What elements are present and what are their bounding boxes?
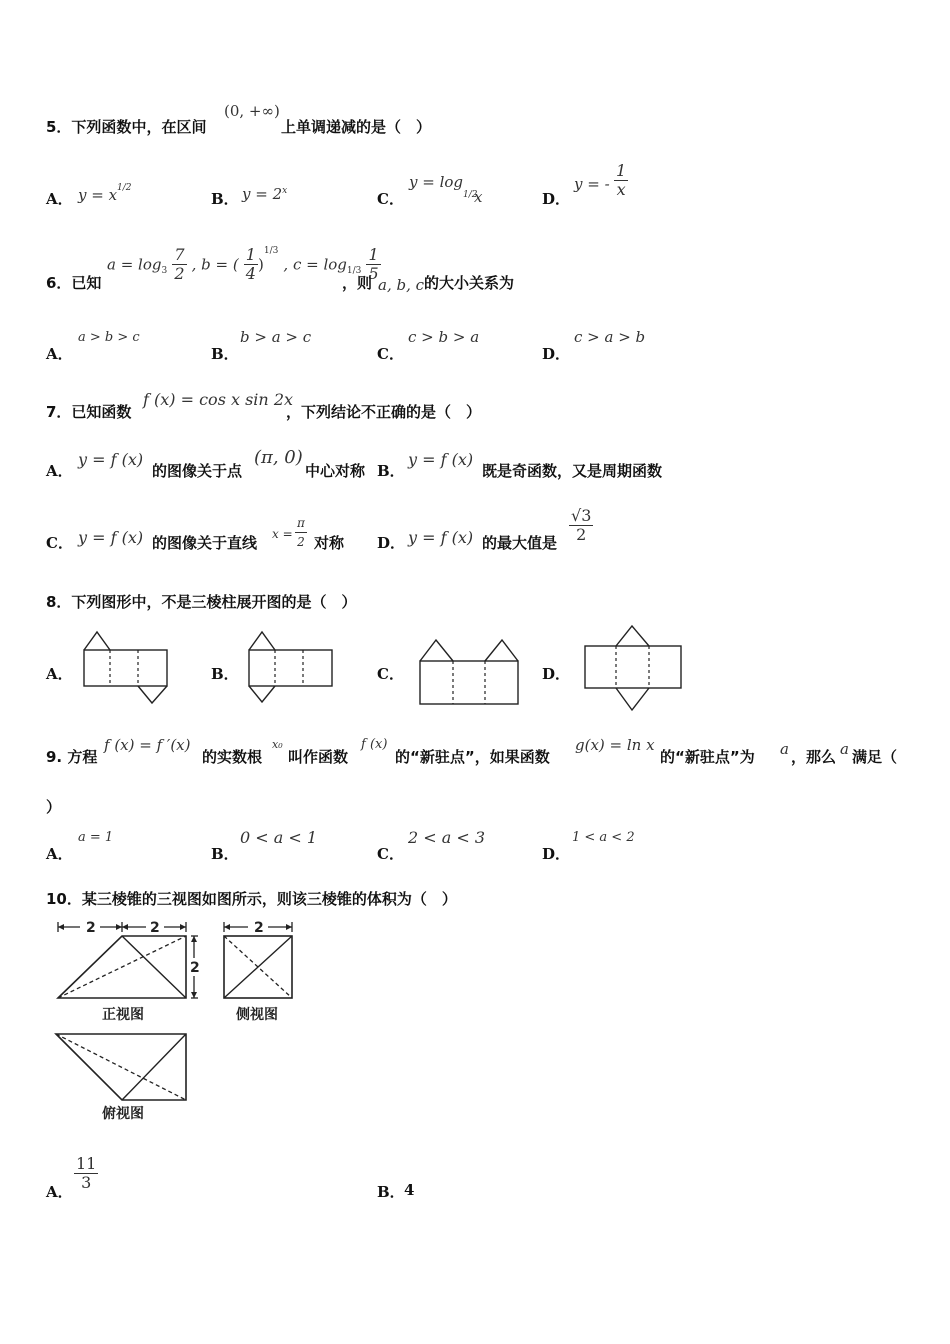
q10-option-a-label[interactable]: A． <box>46 1183 73 1201</box>
q7-option-a-label[interactable]: A． <box>46 462 73 480</box>
q5-option-c-label[interactable]: C． <box>377 190 404 208</box>
q9-root: x₀ <box>272 738 283 751</box>
q5-option-d-fraction: $\frac{1}{x}$ <box>616 161 627 199</box>
q10-stem: 10．某三棱锥的三视图如图所示，则该三棱锥的体积为（ ） <box>46 890 457 908</box>
q6-option-c-expr: c > b > a <box>408 328 480 346</box>
q9-option-a-expr: a = 1 <box>78 830 114 845</box>
q5-option-c-expr: $y = \log_{1/2}$ <box>409 173 478 200</box>
q7-option-d-label[interactable]: D． <box>377 534 406 552</box>
q8-option-c-figure <box>418 638 522 708</box>
q7-option-a-point: (π, 0) <box>254 447 303 468</box>
q6-option-a-expr: a > b > c <box>78 330 140 345</box>
q10-side-label: 侧视图 <box>236 1007 278 1023</box>
q8-stem: 8．下列图形中，不是三棱柱展开图的是（ ） <box>46 593 357 611</box>
q10-front-dim-height: 2 <box>190 960 200 976</box>
q10-front-dim-left: 2 <box>86 920 96 936</box>
q10-option-b-value: 4 <box>404 1181 415 1199</box>
q7-option-b-label[interactable]: B． <box>377 462 405 480</box>
q10-front-dim-right: 2 <box>150 920 160 936</box>
q10-option-a-fraction: $\frac{11}{3}$ <box>76 1154 97 1192</box>
q5-option-d-label[interactable]: D． <box>542 190 571 208</box>
q9-fx: f (x) <box>361 737 388 752</box>
q8-option-a-figure <box>82 630 172 706</box>
q9-option-b-label[interactable]: B． <box>211 845 239 863</box>
q9-option-b-expr: 0 < a < 1 <box>240 828 318 847</box>
q9-equation: f (x) = f ′(x) <box>104 736 191 754</box>
q7-option-d-expr: y = f (x) <box>408 528 474 547</box>
q7-stem-post: ，下列结论不正确的是（ ） <box>286 403 482 421</box>
q6-stem-post: 的大小关系为 <box>424 274 515 292</box>
q7-option-c-fraction: $\frac{\pi}{2}$ <box>297 516 305 549</box>
q6-vars: a, b, c <box>378 276 425 294</box>
q9-close-paren: ） <box>46 798 62 816</box>
q7-option-c-text2: 对称 <box>314 534 345 552</box>
q10-top-view <box>50 1030 200 1125</box>
q10-side-view <box>220 918 300 1028</box>
q9-option-c-label[interactable]: C． <box>377 845 404 863</box>
q7-option-d-fraction: $\frac{√3}{2}$ <box>571 506 592 544</box>
q9-text-3: 的“新驻点”，如果函数 <box>395 748 550 766</box>
q10-top-label: 俯视图 <box>102 1106 144 1122</box>
q7-option-b-text1: 既是奇函数，又是周期函数 <box>482 462 663 480</box>
q7-function: f (x) = cos x sin 2x <box>143 390 294 409</box>
q9-option-a-label[interactable]: A． <box>46 845 73 863</box>
q10-front-view <box>50 918 220 1028</box>
q7-option-c-label[interactable]: C． <box>46 534 73 552</box>
q6-option-c-label[interactable]: C． <box>377 345 404 363</box>
q10-option-b-label[interactable]: B． <box>377 1183 405 1201</box>
q6-option-d-expr: c > a > b <box>574 328 646 346</box>
q7-option-a-expr: y = f (x) <box>78 450 144 469</box>
q10-front-label: 正视图 <box>102 1007 144 1023</box>
q7-option-a-text2: 中心对称 <box>305 462 366 480</box>
q5-option-c-arg: x <box>474 188 483 206</box>
q8-option-b-label[interactable]: B． <box>211 665 239 683</box>
q9-gx: g(x) = ln x <box>575 736 655 754</box>
q5-stem-pre: 5．下列函数中，在区间 <box>46 118 207 136</box>
q5-option-b-label[interactable]: B． <box>211 190 239 208</box>
q8-option-c-label[interactable]: C． <box>377 665 404 683</box>
q9-text-5: ，那么 <box>791 748 837 766</box>
q9-text-4: 的“新驻点”为 <box>660 748 755 766</box>
q7-option-b-expr: y = f (x) <box>408 450 474 469</box>
q6-option-a-label[interactable]: A． <box>46 345 73 363</box>
q7-option-c-text1: 的图像关于直线 <box>152 534 258 552</box>
q9-a-first: a <box>780 740 789 758</box>
q9-option-d-expr: 1 < a < 2 <box>572 830 635 845</box>
q8-option-b-figure <box>248 630 338 706</box>
q8-option-d-figure <box>583 624 685 714</box>
q10-side-dim: 2 <box>254 920 264 936</box>
q5-interval: (0, +∞) <box>224 102 280 120</box>
q6-option-b-label[interactable]: B． <box>211 345 239 363</box>
q7-option-d-text1: 的最大值是 <box>482 534 558 552</box>
q5-option-a-label[interactable]: A． <box>46 190 73 208</box>
q7-option-c-expr: y = f (x) <box>78 528 144 547</box>
q6-stem-pre: 6．已知 <box>46 274 102 292</box>
q8-option-a-label[interactable]: A． <box>46 665 73 683</box>
q8-option-d-label[interactable]: D． <box>542 665 571 683</box>
q6-formula: $a = \log_3$ $\frac{7}{2}$ , b = ( $\frac{1}{4}$ )$^{1/3}$ , $c = \log_{1/3}$ $\frac{1}{5}$ <box>107 245 379 283</box>
q5-option-b-expr: $y = 2^x$ <box>242 185 288 203</box>
q9-a-second: a <box>840 740 849 758</box>
q9-text-1: 的实数根 <box>202 748 263 766</box>
q7-option-c-expr2: x = <box>272 527 293 541</box>
q5-stem <box>46 116 206 137</box>
q9-option-d-label[interactable]: D． <box>542 845 571 863</box>
q5-option-a-expr: $y = x^{1/2}$ <box>78 183 132 204</box>
q6-option-b-expr: b > a > c <box>240 328 312 346</box>
q9-stem-pre: 9. 方程 <box>46 748 98 766</box>
q9-option-c-expr: 2 < a < 3 <box>408 828 486 847</box>
q7-stem-pre: 7．已知函数 <box>46 403 132 421</box>
q9-text-6: 满足（ <box>852 748 898 766</box>
q5-stem-post: 上单调递减的是（ ） <box>281 118 432 136</box>
q7-option-a-text1: 的图像关于点 <box>152 462 243 480</box>
q6-option-d-label[interactable]: D． <box>542 345 571 363</box>
q6-stem-mid: ，则 <box>342 274 373 292</box>
q5-option-d-expr: y = - <box>574 175 610 193</box>
q9-text-2: 叫作函数 <box>288 748 349 766</box>
